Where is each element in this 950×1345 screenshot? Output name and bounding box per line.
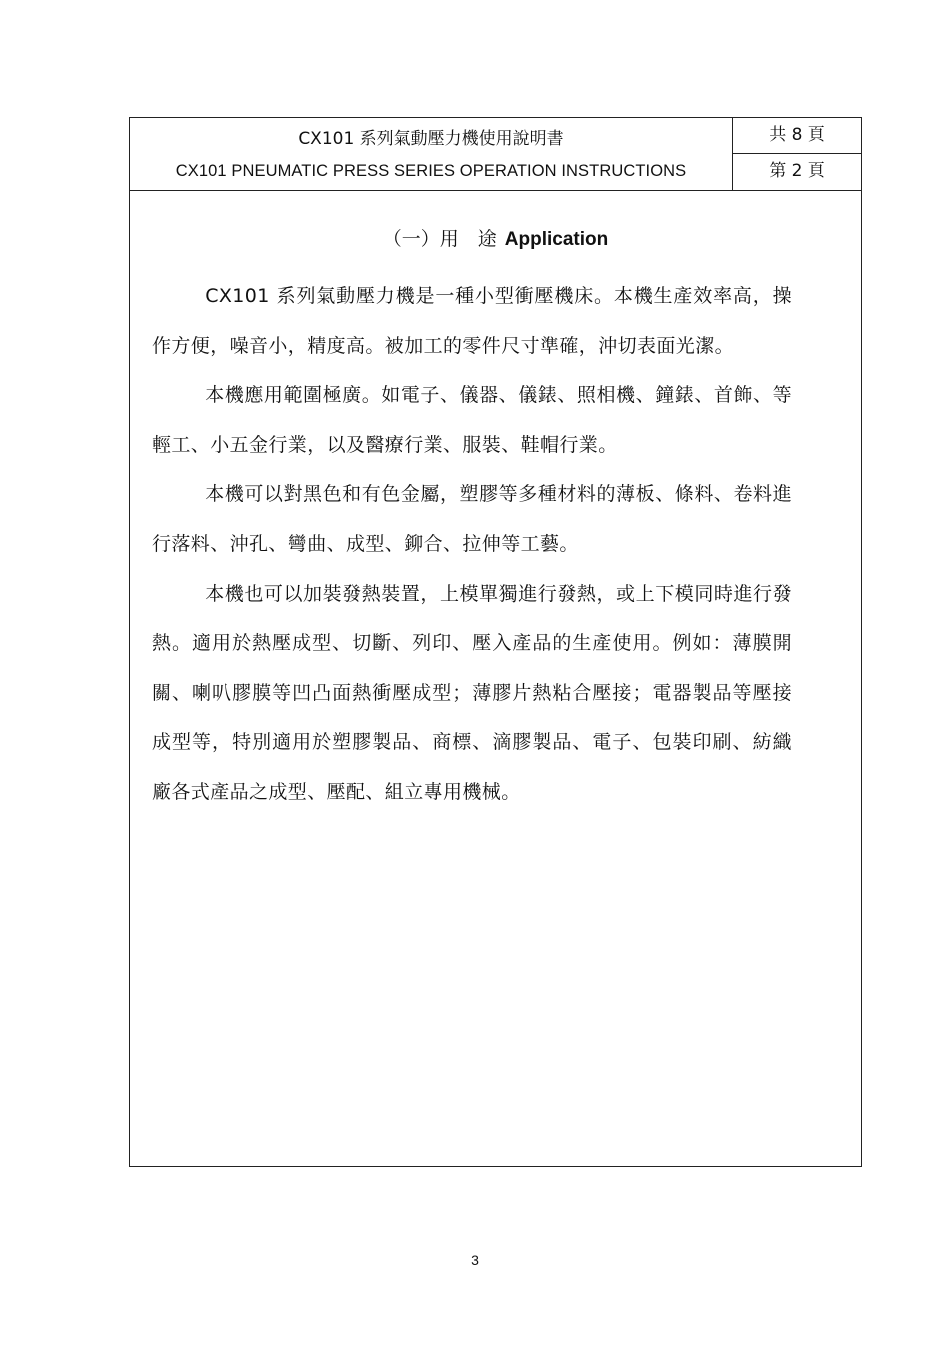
document-frame — [129, 117, 862, 1167]
paragraph: 本機應用範圍極廣。如電子、儀器、儀錶、照相機、鐘錶、首飾、等輕工、小五金行業，以及醫療行業、服裝、鞋帽行業。 — [152, 384, 792, 456]
section-heading — [130, 226, 861, 253]
section-body — [152, 272, 792, 818]
paragraph: 本機也可以加裝發熱裝置，上模單獨進行發熱，或上下模同時進行發熱。適用於熱壓成型、切斷、列印、壓入產品的生產使用。例如：薄膜開關、喇叭膠膜等凹凸面熱衝壓成型；薄膠片熱粘合壓接；電器製品等壓接成型等，特別適用於塑膠製品、商標、滴膠製品、電子、包裝印刷、紡織廠各式產品之成型、壓配、組立專用機械。 — [152, 582, 792, 803]
section-heading-english: Application — [504, 229, 609, 250]
paragraph: CX101 系列氣動壓力機是一種小型衝壓機床。本機生產效率高，操作方便，噪音小，精度高。被加工的零件尺寸準確，沖切表面光潔。 — [152, 285, 792, 357]
paragraph: 本機可以對黑色和有色金屬，塑膠等多種材料的薄板、條料、卷料進行落料、沖孔、彎曲、成型、鉚合、拉伸等工藝。 — [152, 483, 792, 555]
section-heading-chinese: （一）用 途 — [382, 228, 497, 250]
page-number: 3 — [471, 1252, 479, 1268]
total-pages: 共 8 頁 — [733, 118, 861, 154]
document-title-english: CX101 PNEUMATIC PRESS SERIES OPERATION INSTRUCTIONS — [175, 162, 687, 180]
current-page: 第 2 頁 — [769, 161, 825, 181]
document-title-chinese: CX101 系列氣動壓力機使用說明書 — [298, 129, 564, 149]
document-header — [130, 118, 861, 191]
title-cell — [130, 118, 733, 190]
